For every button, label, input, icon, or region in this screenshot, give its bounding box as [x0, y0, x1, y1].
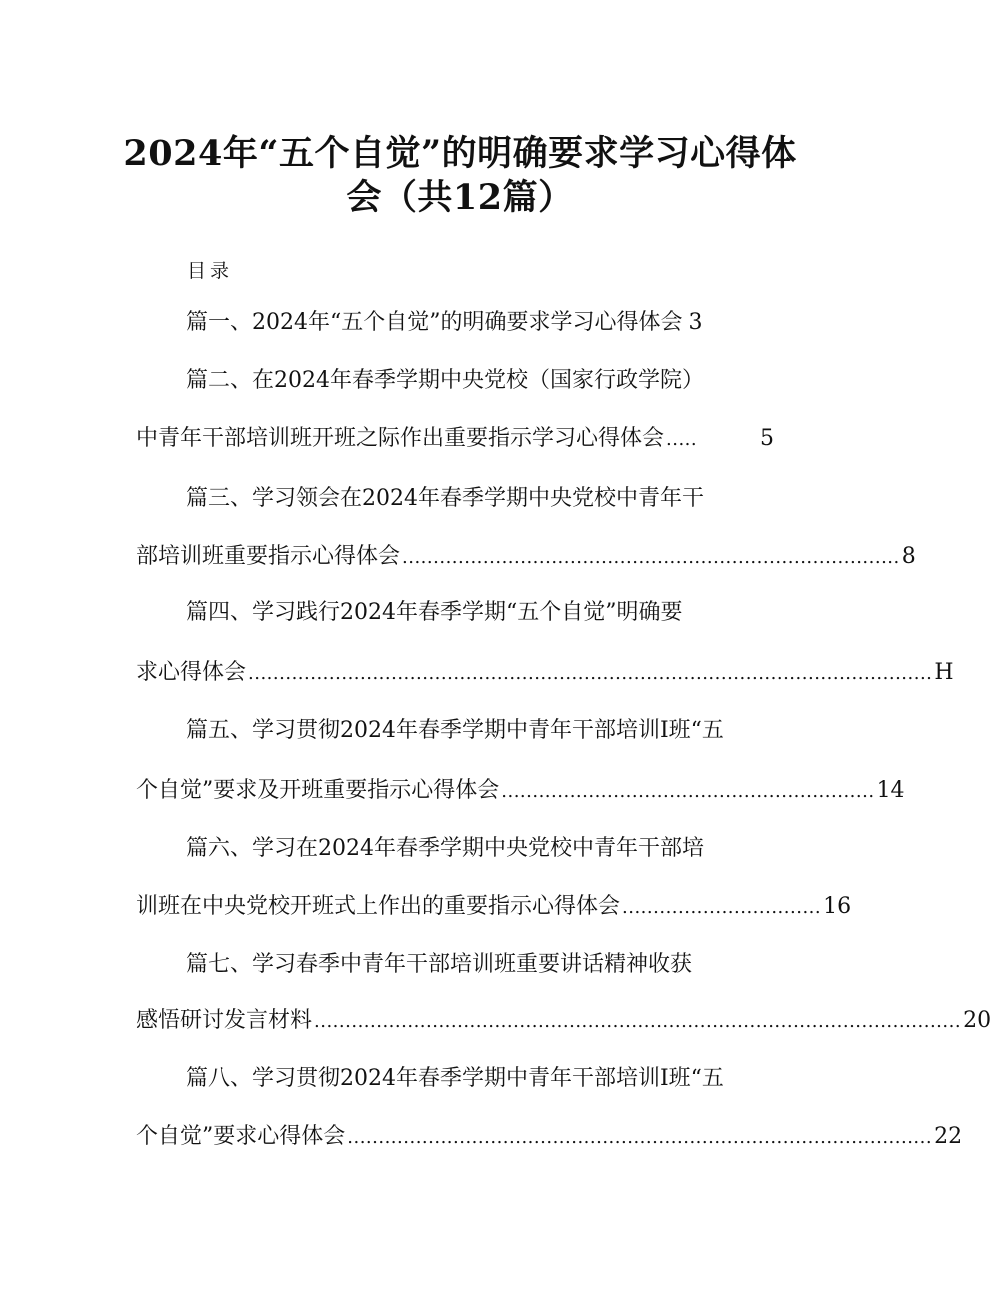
- toc-entry-8-line-2[interactable]: [136, 1122, 963, 1153]
- toc-entry-6-line-1[interactable]: 篇六、学习在2024年春季学期中央党校中青年干部培: [186, 836, 704, 861]
- toc-entry-7-line-2[interactable]: [136, 1006, 991, 1037]
- toc-entry-2-title-rest: 中青年干部培训班开班之际作出重要指示学习心得体会: [136, 426, 665, 451]
- toc-entry-6-line-2[interactable]: [136, 892, 852, 923]
- toc-entry-1-title: 篇一、2024年“五个自觉”的明确要求学习心得体会: [186, 310, 683, 335]
- toc-entry-5-title-rest: 个自觉”要求及开班重要指示心得体会: [136, 778, 500, 803]
- toc-entry-7-title-rest: 感悟研讨发言材料: [136, 1008, 313, 1033]
- toc-entry-5-line-1[interactable]: 篇五、学习贯彻2024年春季学期中青年干部培训I班“五: [186, 718, 724, 743]
- toc-entry-3-line-1[interactable]: 篇三、学习领会在2024年春季学期中央党校中青年干: [186, 486, 704, 511]
- toc-entry-8-line-1[interactable]: 篇八、学习贯彻2024年春季学期中青年干部培训I班“五: [186, 1066, 724, 1091]
- toc-entry-5-line-2[interactable]: [136, 776, 905, 807]
- toc-entry-4-line-1[interactable]: 篇四、学习践行2024年春季学期“五个自觉”明确要: [186, 600, 683, 625]
- toc-entry-4-leader: ..............................................................................................................: [248, 663, 933, 684]
- toc-entry-4-line-2[interactable]: [136, 658, 954, 689]
- toc-entry-4-page: H: [934, 660, 954, 685]
- document-title-line-2: 会（共12篇）: [346, 177, 574, 218]
- toc-entry-5-page: 14: [876, 778, 905, 803]
- toc-entry-8-title-rest: 个自觉”要求心得体会: [136, 1124, 346, 1149]
- document-title-line-1: 2024年“五个自觉”的明确要求学习心得体: [123, 133, 797, 174]
- toc-entry-2-line-2[interactable]: [136, 424, 774, 455]
- toc-entry-3-line-2[interactable]: [136, 542, 916, 573]
- toc-entry-1[interactable]: [186, 308, 702, 338]
- toc-entry-4-title-rest: 求心得体会: [136, 660, 247, 685]
- toc-entry-6-page: 16: [823, 894, 852, 919]
- toc-entry-8-leader: ..............................................................................................: [347, 1127, 933, 1148]
- toc-entry-6-title-rest: 训班在中央党校开班式上作出的重要指示心得体会: [136, 894, 621, 919]
- toc-entry-7-page: 20: [963, 1008, 991, 1033]
- toc-entry-6-leader: ................................: [622, 897, 822, 918]
- toc-entry-1-page: 3: [688, 310, 703, 335]
- toc-entry-7-line-1[interactable]: 篇七、学习春季中青年干部培训班重要讲话精神收获: [186, 952, 693, 977]
- toc-entry-2-leader: .....: [666, 429, 698, 450]
- toc-entry-2-line-1[interactable]: 篇二、在2024年春季学期中央党校（国家行政学院）: [186, 368, 704, 393]
- toc-entry-3-page: 8: [901, 544, 916, 569]
- toc-entry-3-title-rest: 部培训班重要指示心得体会: [136, 544, 401, 569]
- toc-entry-8-page: 22: [934, 1124, 963, 1149]
- toc-entry-2-page: 5: [760, 426, 774, 451]
- toc-heading: 目录: [187, 260, 234, 282]
- toc-entry-5-leader: ............................................................: [501, 781, 875, 802]
- toc-entry-7-leader: ........................................................................................................: [314, 1011, 962, 1032]
- toc-entry-3-leader: ................................................................................: [402, 547, 900, 568]
